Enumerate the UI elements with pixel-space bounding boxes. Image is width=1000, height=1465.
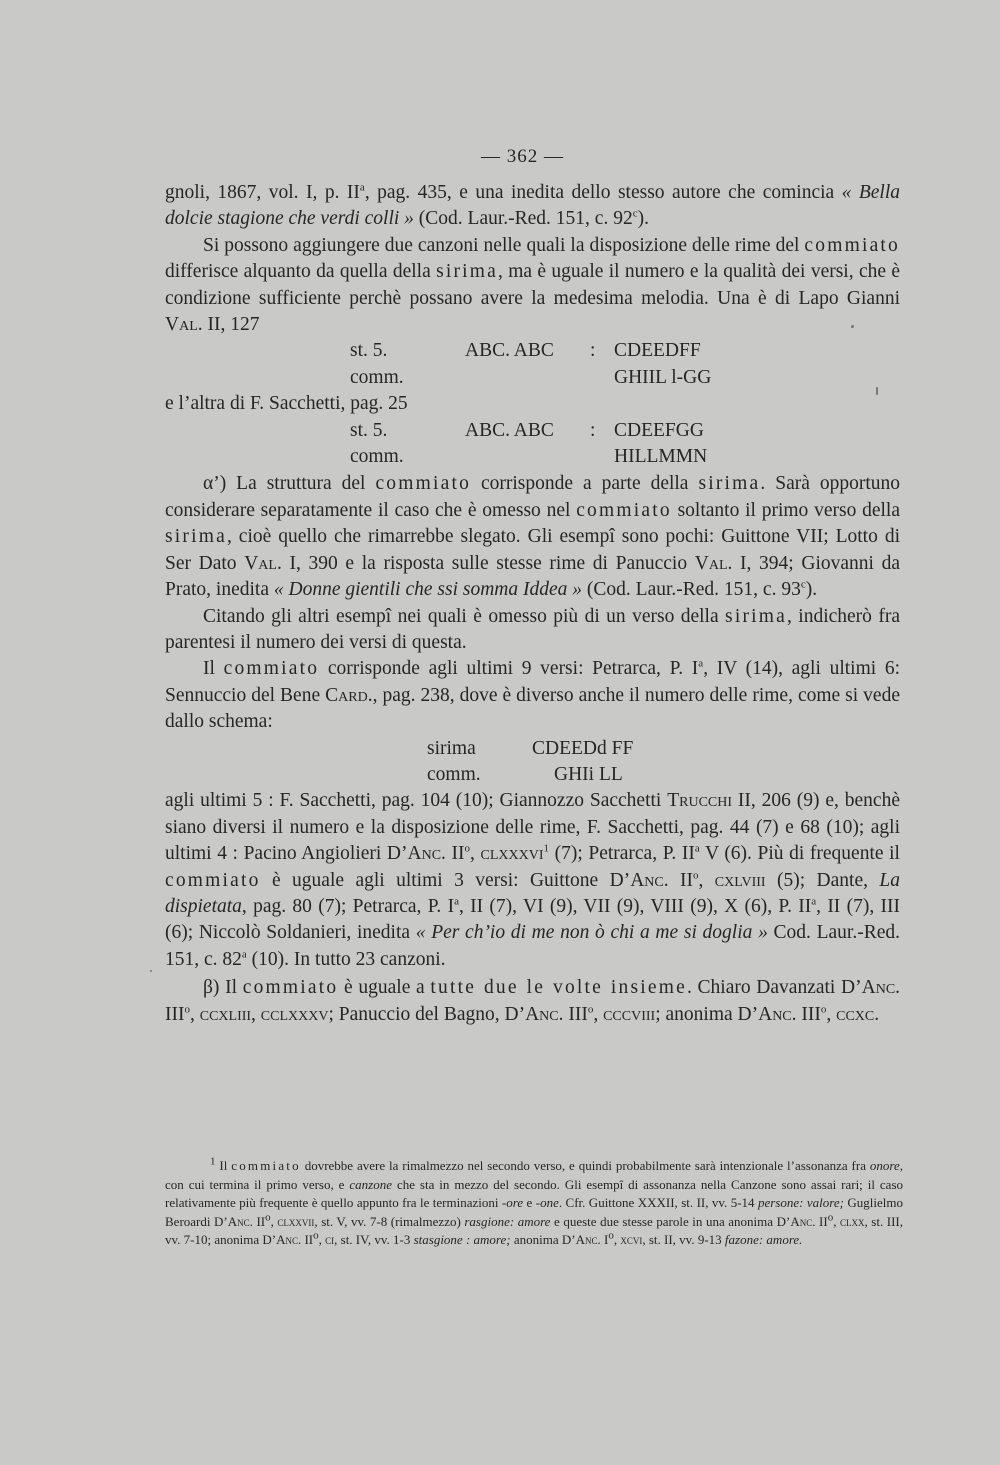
paper-speck [876,387,878,395]
paragraph-sacchetti: e l’altra di F. Sacchetti, pag. 25 [165,393,408,415]
footnote [165,1155,903,1250]
paragraph-continuation: gnoli, 1867, vol. I, p. $II^a$, pag. 435, e una inedita dello stesso autore che comincia « Bella dolcie stagione che verdi colli » (Cod. Laur.-Red. 151, c. 92$^c$). [165,181,901,230]
footnote-text: $^1$ Il commiato dovrebbe avere la rimalmezzo nel secondo verso, e quindi probabilmente sarà intenzionale l’assonanza fra onore, con cui termina il primo verso, e canzone che sta in mezzo del secondo. Gli esempî di assonanza nella Canzone sono assai rari; il caso relativamente più frequente è quello appunto fra le terminazioni -ore e -one. Cfr. Guittone XXXII, st. II, vv. 5-14 persone: valore; Guglielmo Beroardi D’Anc. $II^o$, clxxvii, st. V, vv. 7-8 (rimalmezzo) rasgione: amore e queste due stesse parole in una anonima D’Anc. $II^o$, clxx, st. III, vv. 7-10; anonima D’Anc. $II^o$, ci, st. IV, vv. 1-3 stasgione : amore; anonima D’Anc. $I^o$, xcvi, st. II, vv. 9-13 fazone: amore. [165,1155,904,1248]
paragraph-two-canzoni: Si possono aggiungere due canzoni nelle quali la disposizione delle rime del commiato differisce alquanto da quella della sirima, ma è uguale il numero e la qualità dei versi, che è condizione sufficiente perchè possano avere la medesima melodia. Una è di Lapo Gianni Val. II, 127 [165,234,900,336]
paper-speck [851,325,854,328]
main-text [165,180,900,1028]
paragraph-ultimi-nove: Il commiato corrisponde agli ultimi 9 versi: Petrarca, P. $I^a$, IV (14), agli ultimi 6: Sennuccio del Bene Card., pag. 238, dove è diverso anche il numero delle rime, come si vede dallo schema: [165,657,900,733]
footnote-marker: 1 [210,1155,216,1168]
paragraph-citando: Citando gli altri esempî nei quali è omesso più di un verso della sirima, indicherò fra parentesi il numero dei versi di questa. [165,605,900,653]
paragraph-alpha: α’) La struttura del commiato corrisponde a parte della sirima. Sarà opportuno considerare separatamente il caso che è omesso nel commiato soltanto il primo verso della sirima, cioè quello che rimarrebbe slegato. Gli esempî sono pochi: Guittone VII; Lotto di Ser Dato Val. I, 390 e la risposta sulle stesse rime di Panuccio Val. I, 394; Giovanni da Prato, inedita « Donne gientili che ssi somma Iddea » (Cod. Laur.-Red. 151, c. 93$^c$). [165,473,901,601]
paragraph-ultimi-cinque: agli ultimi 5 : F. Sacchetti, pag. 104 (10); Giannozzo Sacchetti Trucchi II, 206 (9) e, benchè siano diversi il numero e la disposizione delle rime, F. Sacchetti, pag. 44 (7) e 68 (10); agli ultimi 4 : Pacino Angiolieri D’Anc. $II^o$, clxxxvi$^1$ (7); Petrarca, P. $II^a$ V (6). Più di frequente il commiato è uguale agli ultimi 3 versi: Guittone D’Anc. $II^o$, cxlviii (5); Dante, La dispietata, pag. 80 (7); Petrarca, P. $I^a$, II (7), VI (9), VII (9), VIII (9), X (6), P. $II^a$, II (7), III (6); Niccolò Soldanieri, inedita « Per ch’io di me non ò chi a me si doglia » Cod. Laur.-Red. 151, c. 82$^a$ (10). In tutto 23 canzoni. [165,790,901,970]
paper-speck [150,970,152,972]
rhyme-schema-sacchetti: st. 5. ABC. ABC : CDEEFGG comm. HILLMMN [350,419,708,468]
paragraph-beta: β) Il commiato è uguale a tutte due le volte insieme. Chiaro Davanzati D’Anc. III$^o$, ccxliii, cclxxxv; Panuccio del Bagno, D’Anc. III$^o$, cccviii; anonima D’Anc. III$^o$, ccxc. [165,977,901,1025]
rhyme-schema-sennuccio: sirima CDEEDd FF comm. GHIi LL [427,737,634,785]
page-header: — 362 — [481,146,564,167]
rhyme-schema-lapo-gianni: st. 5. ABC. ABC : CDEEDFF comm. GHIIL l-GG [350,340,712,388]
